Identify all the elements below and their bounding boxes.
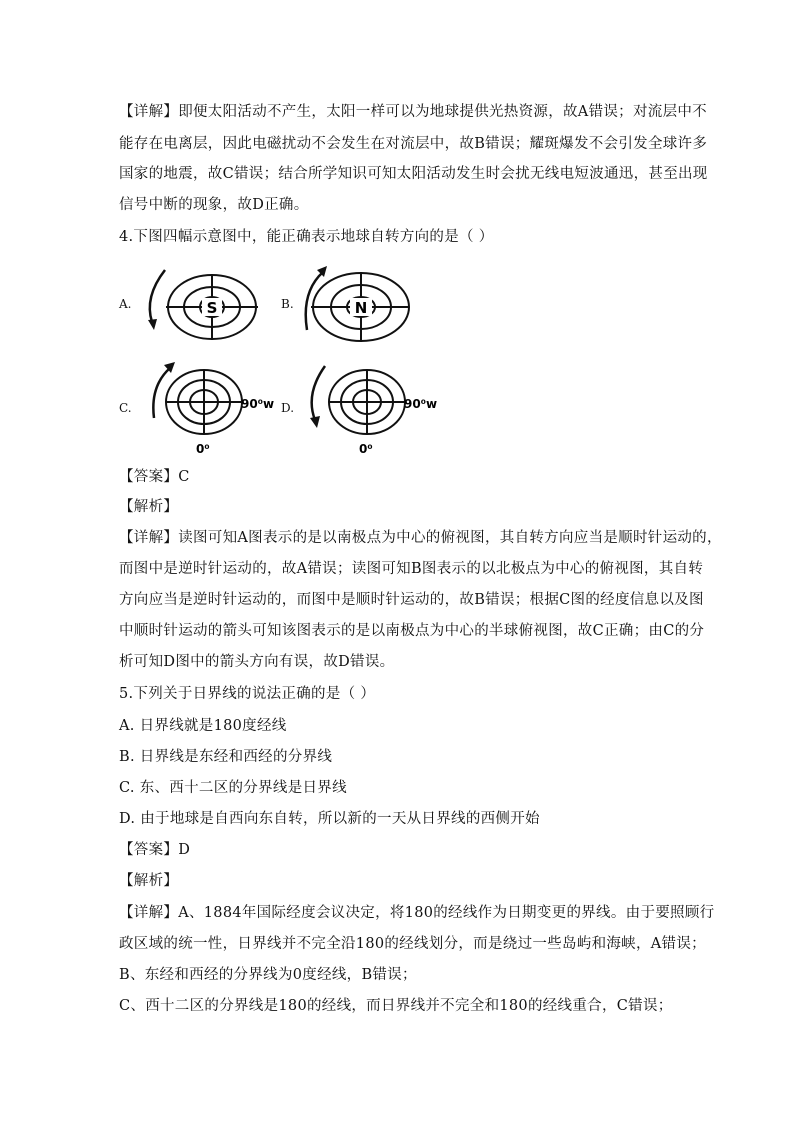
text-line: 【详解】即便太阳活动不产生，太阳一样可以为地球提供光热资源，故A错误；对流层中不 (119, 104, 707, 120)
option-a: A. 日界线就是180度经线 (119, 718, 287, 734)
answer-label: 【答案】C (119, 469, 190, 485)
text-line: 国家的地震，故C错误；结合所学知识可知太阳活动发生时会扰无线电短波通迅，甚至出现 (119, 166, 708, 182)
text-line: B、东经和西经的分界线为0度经线，B错误； (119, 967, 417, 983)
question-4-stem: 4.下图四幅示意图中，能正确表示地球自转方向的是（ ） (119, 229, 494, 245)
text-line: 而图中是逆时针运动的，故A错误；读图可知B图表示的以北极点为中心的俯视图，其自转 (119, 561, 704, 577)
text-line: 方向应当是逆时针运动的，而图中是顺时针运动的，故B错误；根据C图的经度信息以及图 (119, 592, 704, 608)
longitude-0-label: 0⁰ (196, 442, 210, 456)
figure-c-diagram (140, 358, 280, 458)
figure-a-diagram (140, 262, 265, 352)
longitude-90w-label: 90⁰w (404, 397, 438, 411)
figure-c-label: C. (119, 401, 132, 415)
text-line: 能存在电离层，因此电磁扰动不会发生在对流层中，故B错误；耀斑爆发不会引发全球许多 (119, 136, 708, 152)
text-line: 【详解】A、1884年国际经度会议决定，将180的经线作为日期变更的界线。由于要照顾行 (119, 905, 715, 921)
text-line: 中顺时针运动的箭头可知该图表示的是以南极点为中心的半球俯视图，故C正确；由C的分 (119, 623, 705, 639)
figure-b-label: B. (281, 297, 294, 311)
question-5-stem: 5.下列关于日界线的说法正确的是（ ） (119, 686, 376, 702)
option-c: C. 东、西十二区的分界线是日界线 (119, 780, 347, 796)
answer-label: 【答案】D (119, 842, 191, 858)
figure-a-label: A. (119, 297, 132, 311)
text-line: 信号中断的现象，故D正确。 (119, 197, 309, 213)
text-line: 【详解】读图可知A图表示的是以南极点为中心的俯视图，其自转方向应当是顺时针运动的， (119, 530, 722, 546)
figure-d-label: D. (281, 401, 295, 415)
rotation-arrow-icon (148, 319, 157, 330)
option-b: B. 日界线是东经和西经的分界线 (119, 749, 333, 765)
text-line: C、西十二区的分界线是180的经线，而日界线并不完全和180的经线重合，C错误； (119, 998, 673, 1014)
pole-n-label: N (354, 299, 368, 317)
pole-s-label: S (206, 299, 218, 317)
analysis-title: 【解析】 (119, 499, 179, 515)
text-line: 政区域的统一性，日界线并不完全沿180的经线划分，而是绕过一些岛屿和海峡，A错误； (119, 936, 706, 952)
figure-b-diagram (303, 262, 428, 352)
longitude-0-label: 0⁰ (359, 442, 373, 456)
figure-d-diagram (303, 358, 443, 458)
rotation-arrow-icon (310, 416, 320, 428)
text-line: 析可知D图中的箭头方向有误，故D错误。 (119, 654, 395, 670)
analysis-title: 【解析】 (119, 873, 179, 889)
option-d: D. 由于地球是自西向东自转，所以新的一天从日界线的西侧开始 (119, 811, 540, 827)
longitude-90w-label: 90⁰w (241, 397, 275, 411)
